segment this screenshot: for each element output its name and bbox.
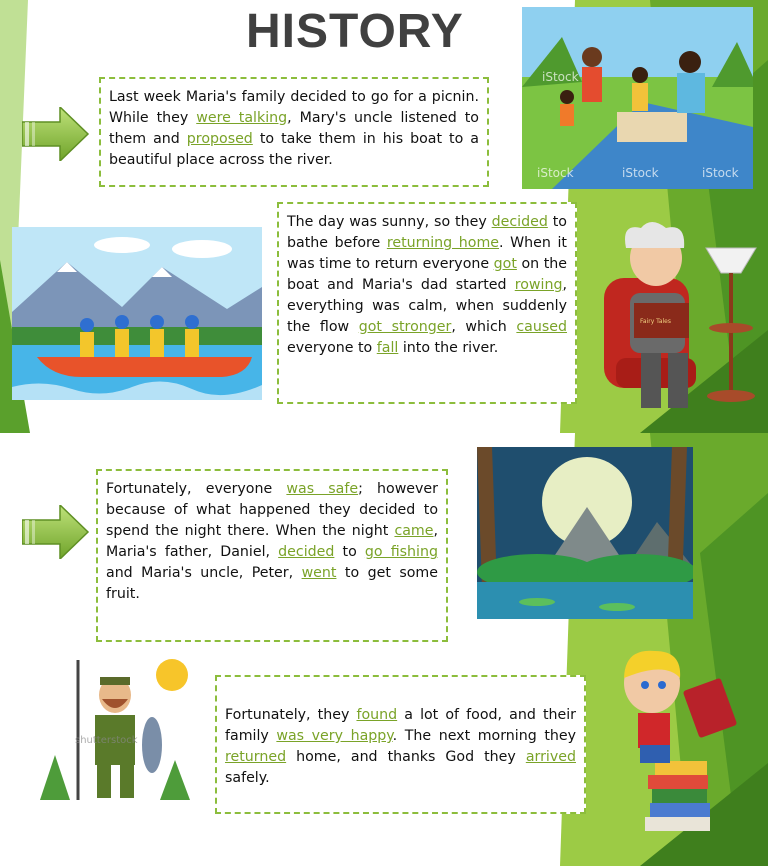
istock-watermark: iStock [542,70,579,84]
highlight-returning-home: returning home [386,235,500,251]
istock-watermark: iStock [537,166,574,180]
night-forest-image [477,447,693,619]
highlight-fall: fall [376,340,399,356]
picnic-family-image [522,7,753,189]
fisherman-image [40,655,195,803]
highlight-go-fishing: go fishing [364,544,438,560]
highlight-found: found [356,707,398,723]
arrow-right-icon [22,107,90,161]
highlight-came: came [394,523,434,539]
story-paragraph-3: Fortunately, everyone was safe; however because of what happened they decided to spend the night there. When the night came, Maria's father, Daniel, decided to go fishing and Maria's uncle, Peter, went to get some fruit. [96,469,448,642]
highlight-decided: decided [491,214,548,230]
istock-watermark: iStock [702,166,739,180]
highlight-went: went [301,565,337,581]
rafting-image [12,227,262,400]
story-paragraph-4: Fortunately, they found a lot of food, and their family was very happy. The next morning they returned home, and thanks God they arrived safely. [215,675,586,814]
highlight-proposed: proposed [186,131,253,147]
slide-2 [0,433,768,866]
story-paragraph-1: Last week Maria's family decided to go for a picnin. While they were talking, Mary's uncle listened to them and proposed to take them in his boat to a beautiful place across the river. [99,77,489,187]
highlight-rowing: rowing [514,277,563,293]
highlight-arrived: arrived [525,749,576,765]
highlight-caused: caused [516,319,567,335]
shutterstock-watermark: shutterstock [75,735,138,746]
old-man-reading-image [596,218,766,423]
story-paragraph-2: The day was sunny, so they decided to bathe before returning home. When it was time to return everyone got on the boat and Maria's dad started rowing, everything was calm, when suddenly the flow got stronger, which caused everyone to fall into the river. [277,202,577,404]
page-title: HISTORY [246,5,464,58]
boy-on-books-image [610,643,740,843]
highlight-got-stronger: got stronger [358,319,452,335]
highlight-were-talking: were talking [196,110,288,126]
highlight-was-safe: was safe [286,481,359,497]
book-title: Fairy Tales [640,318,672,325]
highlight-got: got [493,256,517,272]
highlight-was-very-happy: was very happy [276,728,393,744]
arrow-right-icon [22,505,90,559]
highlight-decided: decided [278,544,335,560]
highlight-returned: returned [225,749,287,765]
istock-watermark: iStock [622,166,659,180]
